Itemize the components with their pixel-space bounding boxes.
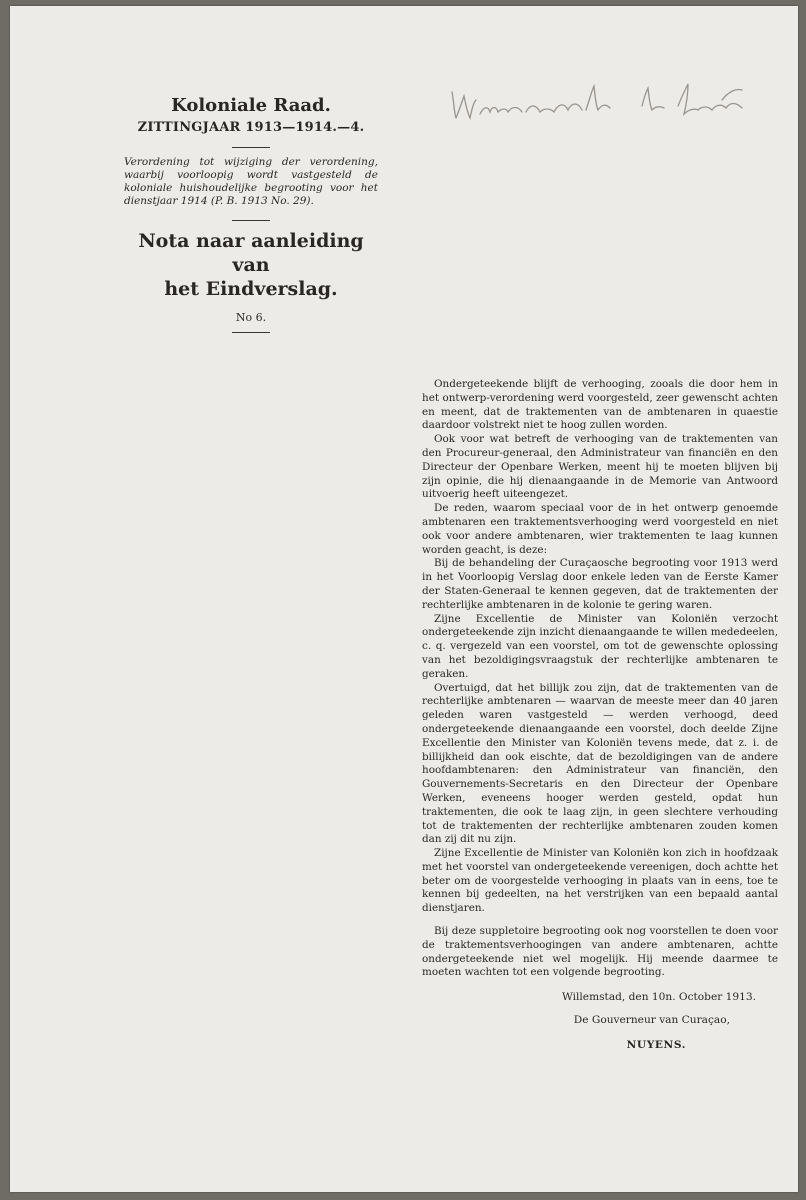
handwritten-annotation — [446, 78, 756, 128]
note-body — [422, 378, 778, 1053]
body-paragraph: Zijne Excellentie de Minister van Koloniën kon zich in hoofdzaak met het voorstel van ondergeteekende vereenigen, doch achtte het beter om de voorgestelde verhooging in plaats van in eens, toe te kennen bij gedeelten, na het verstrijken van een bepaald aantal dienstjaren. — [422, 847, 778, 915]
body-paragraph: Ook voor wat betreft de verhooging van de traktementen van den Procureur-generaal, den Administrateur van financiën en den Directeur der Openbare Werken, meent hij te moeten blijven bij zijn opinie, die hij dienaangaande in de Memorie van Antwoord uitvoerig heeft uiteengezet. — [422, 433, 778, 501]
document-header — [120, 94, 382, 341]
note-title-line-2: het Eindverslag. — [164, 278, 338, 300]
divider — [232, 332, 270, 333]
governor-signature: NUYENS. — [626, 1038, 686, 1051]
body-paragraph: Overtuigd, dat het billijk zou zijn, dat de traktementen van de rechterlijke ambtenaren — waarvan de meeste meer dan 40 jaren geleden waren vastgesteld — werden verhoogd, deed ondergeteekende dienaangaande een voorstel, doch deelde Zijne Excellentie den Minister van Koloniën tevens mede, dat z. i. de billijkheid dan ook eischte, dat de bezoldigingen van de andere hoofdambtenaren: den Administrateur van financiën, den Gouvernements-Secretaris en den Directeur der Openbare Werken, eveneens hooger werden gesteld, opdat hun traktementen, die ook te laag zijn, in geen slechtere verhouding tot de traktementen der rechterlijke ambtenaren zouden komen dan zij dit nu zijn. — [422, 681, 778, 846]
body-paragraph: Bij deze suppletoire begrooting ook nog voorstellen te doen voor de traktementsverhoogingen van andere ambtenaren, achtte ondergeteekende niet wel mogelijk. Hij meende daarmee te moeten wachten tot een volgende begrooting. — [422, 925, 778, 979]
place-and-date: Willemstad, den 10n. October 1913. — [561, 991, 756, 1004]
ordinance-description: Verordening tot wijziging der verordening, waarbij voorloopig wordt vastgesteld de koloniale huishoudelijke begrooting voor het dienstjaar 1914 (P. B. 1913 No. 29). — [124, 156, 378, 207]
body-paragraph: Ondergeteekende blijft de verhooging, zooals die door hem in het ontwerp-verordening werd voorgesteld, zeer gewenscht achten en meent, dat de traktementen van de ambtenaren in quaestie daardoor volstrekt niet te hoog zullen worden. — [422, 378, 778, 432]
governor-title: De Gouverneur van Curaçao, — [573, 1014, 730, 1027]
council-title: Koloniale Raad. — [171, 95, 331, 116]
body-paragraph: Bij de behandeling der Curaçaosche begrooting voor 1913 werd in het Voorloopig Verslag door enkele leden van de Eerste Kamer der Staten-Generaal te kennen gegeven, dat de traktementen der rechterlijke ambtenaren in de kolonie te gering waren. — [422, 557, 778, 611]
document-page — [10, 6, 798, 1192]
body-paragraph: De reden, waarom speciaal voor de in het ontwerp genoemde ambtenaren een traktementsverhooging werd voorgesteld en niet ook voor andere ambtenaren, wier traktementen te laag kunnen worden geacht, is deze: — [422, 502, 778, 556]
note-title-line-1: Nota naar aanleiding van — [138, 230, 364, 276]
document-number: No 6. — [235, 311, 267, 324]
session-year: ZITTINGJAAR 1913—1914.—4. — [137, 120, 365, 135]
divider — [232, 220, 270, 221]
divider — [232, 147, 270, 148]
body-paragraph: Zijne Excellentie de Minister van Koloniën verzocht ondergeteekende zijn inzicht dienaangaande te willen mededeelen, c. q. vergezeld van een voorstel, om tot de gewenschte oplossing van het bezoldigingsvraagstuk der rechterlijke ambtenaren te geraken. — [422, 612, 778, 680]
